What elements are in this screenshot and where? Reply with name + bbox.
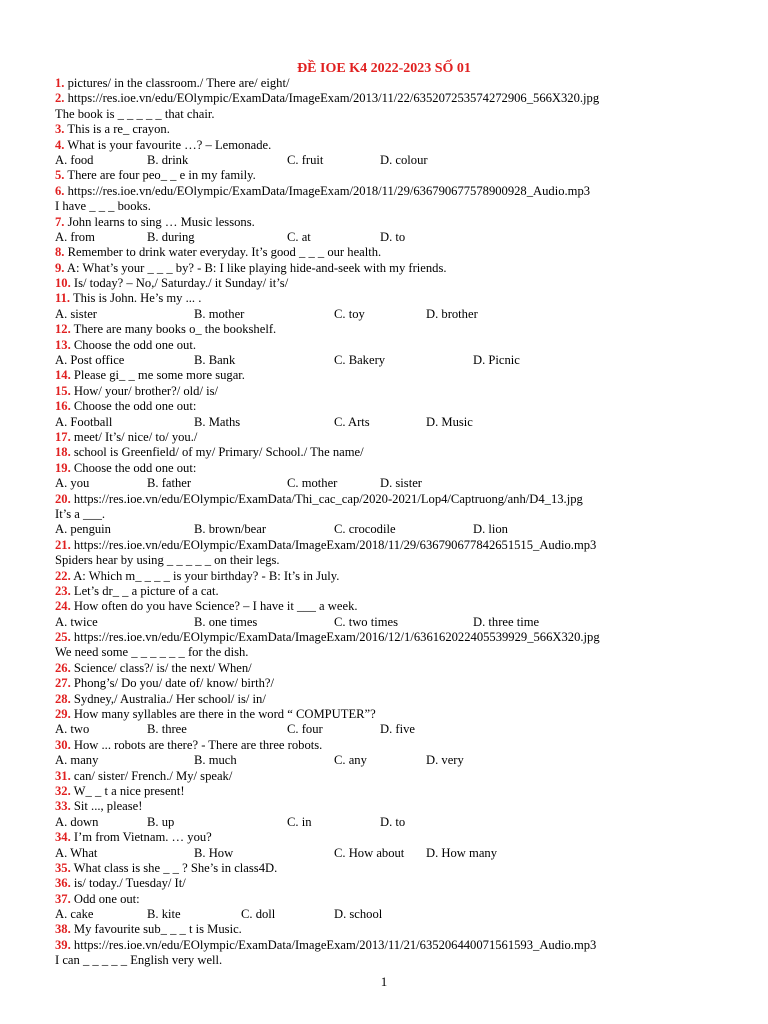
- question-number: 29.: [55, 707, 71, 722]
- question-2: [55, 91, 755, 106]
- answer-option[interactable]: D. How many: [426, 845, 498, 860]
- question-5: [55, 168, 755, 183]
- question-24: [55, 599, 755, 614]
- question-23: [55, 584, 755, 599]
- answer-option[interactable]: D. five: [380, 722, 415, 737]
- question-text: How many syllables are there in the word “ COMPUTER”?: [70, 707, 376, 722]
- answer-option[interactable]: D. lion: [473, 522, 508, 537]
- answer-option[interactable]: C. crocodile: [334, 522, 396, 537]
- answer-option[interactable]: C. Arts: [334, 414, 370, 429]
- question-number: 11.: [55, 291, 71, 306]
- question-text: How ... robots are there? - There are three robots.: [70, 737, 323, 752]
- answer-option[interactable]: C. doll: [241, 907, 276, 922]
- question-text: Phong’s/ Do you/ date of/ know/ birth?/: [70, 676, 274, 691]
- question-35: [55, 861, 755, 876]
- answer-options: [55, 307, 755, 322]
- question-number: 1.: [55, 76, 65, 90]
- question-25: [55, 630, 755, 645]
- answer-option[interactable]: A. down: [55, 814, 99, 829]
- answer-option[interactable]: B. Bank: [194, 353, 236, 368]
- question-text: Choose the odd one out:: [70, 460, 197, 475]
- question-26: [55, 661, 755, 676]
- question-text: Please gi_ _ me some more sugar.: [70, 368, 245, 383]
- question-28: [55, 692, 755, 707]
- question-number: 34.: [55, 830, 71, 845]
- question-number: 27.: [55, 676, 71, 691]
- answer-option[interactable]: C. How about: [334, 845, 405, 860]
- answer-option[interactable]: B. much: [194, 753, 237, 768]
- answer-options: [55, 722, 755, 737]
- question-19: [55, 461, 755, 476]
- answer-option[interactable]: C. any: [334, 753, 367, 768]
- question-text: https://res.ioe.vn/edu/EOlympic/ExamData/ImageExam/2013/11/22/635207253574272906_566X320.jpg: [64, 91, 600, 106]
- question-text: This is a re_ crayon.: [64, 122, 170, 137]
- question-text: Science/ class?/ is/ the next/ When/: [70, 660, 252, 675]
- question-10: [55, 276, 755, 291]
- question-17: [55, 430, 755, 445]
- answer-options: [55, 615, 755, 630]
- answer-option[interactable]: A. sister: [55, 306, 97, 321]
- answer-option[interactable]: A. cake: [55, 907, 94, 922]
- answer-option[interactable]: D. to: [380, 814, 406, 829]
- question-text: meet/ It’s/ nice/ to/ you./: [70, 429, 198, 444]
- question-37: [55, 892, 755, 907]
- question-8: [55, 245, 755, 260]
- question-number: 22.: [55, 568, 71, 583]
- answer-options: [55, 353, 755, 368]
- question-text: https://res.ioe.vn/edu/EOlympic/ExamData/ImageExam/2018/11/29/636790677842651515_Audio.mp3: [70, 537, 597, 552]
- answer-option[interactable]: D. school: [334, 907, 383, 922]
- question-number: 32.: [55, 783, 71, 798]
- answer-options: [55, 753, 755, 768]
- question-number: 12.: [55, 322, 71, 337]
- question-number: 5.: [55, 168, 65, 183]
- question-16: [55, 399, 755, 414]
- question-text: A: Which m_ _ _ _ is your birthday? - B: It’s in July.: [70, 568, 340, 583]
- question-number: 15.: [55, 383, 71, 398]
- answer-option[interactable]: D. very: [426, 753, 464, 768]
- question-number: 38.: [55, 922, 71, 937]
- answer-option[interactable]: B. kite: [147, 907, 181, 922]
- answer-option[interactable]: C. mother: [287, 476, 338, 491]
- question-number: 28.: [55, 691, 71, 706]
- page-number: 1: [380, 974, 388, 989]
- question-27: [55, 676, 755, 691]
- answer-option[interactable]: D. Picnic: [473, 353, 520, 368]
- question-number: 19.: [55, 460, 71, 475]
- answer-option[interactable]: B. father: [147, 476, 192, 491]
- question-text: Remember to drink water everyday. It’s good _ _ _ our health.: [64, 245, 382, 260]
- answer-option[interactable]: D. sister: [380, 476, 422, 491]
- question-prompt: We need some _ _ _ _ _ _ for the dish.: [55, 645, 249, 660]
- question-14: [55, 368, 755, 383]
- question-text: I’m from Vietnam. … you?: [70, 830, 212, 845]
- question-text: What class is she _ _ ? She’s in class4D.: [70, 860, 278, 875]
- question-32: [55, 784, 755, 799]
- question-text: How/ your/ brother?/ old/ is/: [70, 383, 219, 398]
- answer-option[interactable]: A. from: [55, 229, 95, 244]
- question-text: is/ today./ Tuesday/ It/: [70, 876, 186, 891]
- question-number: 6.: [55, 183, 65, 198]
- question-prompt: It’s a ___.: [55, 506, 106, 521]
- answer-option[interactable]: C. in: [287, 814, 312, 829]
- answer-option[interactable]: C. at: [287, 229, 311, 244]
- question-text: pictures/ in the classroom./ There are/ eight/: [64, 76, 290, 90]
- question-text: Sydney,/ Australia./ Her school/ is/ in/: [70, 691, 266, 706]
- question-text: Choose the odd one out:: [70, 399, 197, 414]
- question-text: Choose the odd one out.: [70, 337, 196, 352]
- answer-option[interactable]: B. up: [147, 814, 175, 829]
- question-text: Is/ today? – No,/ Saturday./ it Sunday/ it’s/: [70, 276, 289, 291]
- question-33: [55, 799, 755, 814]
- question-text: https://res.ioe.vn/edu/EOlympic/ExamData/ImageExam/2013/11/21/635206440071561593_Audio.mp3: [70, 937, 597, 952]
- question-18: [55, 445, 755, 460]
- document-title: ĐỀ IOE K4 2022-2023 SỐ 01: [297, 61, 471, 76]
- question-number: 23.: [55, 583, 71, 598]
- answer-option[interactable]: B. during: [147, 229, 195, 244]
- question-number: 13.: [55, 337, 71, 352]
- answer-option[interactable]: C. two times: [334, 614, 399, 629]
- answer-options: [55, 230, 755, 245]
- question-text: There are many books o_ the bookshelf.: [70, 322, 277, 337]
- question-number: 20.: [55, 491, 71, 506]
- answer-option[interactable]: B. mother: [194, 306, 245, 321]
- question-4: [55, 138, 755, 153]
- question-number: 9.: [55, 260, 65, 275]
- answer-option[interactable]: A. many: [55, 753, 99, 768]
- question-13: [55, 338, 755, 353]
- answer-option[interactable]: C. fruit: [287, 152, 324, 167]
- answer-option[interactable]: B. Maths: [194, 414, 241, 429]
- question-20: [55, 492, 755, 507]
- question-30: [55, 738, 755, 753]
- question-text: https://res.ioe.vn/edu/EOlympic/ExamData/ImageExam/2016/12/1/636162022405539929_566X320.jpg: [70, 630, 600, 645]
- answer-options: [55, 476, 755, 491]
- answer-option[interactable]: C. Bakery: [334, 353, 386, 368]
- answer-option[interactable]: A. food: [55, 152, 94, 167]
- question-prompt: I can _ _ _ _ _ English very well.: [55, 953, 223, 968]
- question-34: [55, 830, 755, 845]
- question-31: [55, 769, 755, 784]
- question-11: [55, 291, 755, 306]
- question-number: 14.: [55, 368, 71, 383]
- question-text: How often do you have Science? – I have it ___ a week.: [70, 599, 358, 614]
- question-prompt: The book is _ _ _ _ _ that chair.: [55, 106, 215, 121]
- question-29: [55, 707, 755, 722]
- answer-options: [55, 415, 755, 430]
- question-number: 36.: [55, 876, 71, 891]
- question-number: 21.: [55, 537, 71, 552]
- answer-option[interactable]: D. three time: [473, 614, 540, 629]
- answer-option[interactable]: B. drink: [147, 152, 189, 167]
- answer-option[interactable]: A. Post office: [55, 353, 125, 368]
- question-number: 10.: [55, 276, 71, 291]
- question-number: 24.: [55, 599, 71, 614]
- question-39: [55, 938, 755, 953]
- question-number: 18.: [55, 445, 71, 460]
- question-9: [55, 261, 755, 276]
- answer-options: [55, 815, 755, 830]
- question-21: [55, 538, 755, 553]
- question-number: 35.: [55, 860, 71, 875]
- question-number: 31.: [55, 768, 71, 783]
- question-number: 37.: [55, 891, 71, 906]
- answer-option[interactable]: D. Music: [426, 414, 473, 429]
- question-3: [55, 122, 755, 137]
- question-number: 4.: [55, 137, 65, 152]
- answer-option[interactable]: D. brother: [426, 306, 478, 321]
- question-text: What is your favourite …? – Lemonade.: [64, 137, 272, 152]
- answer-option[interactable]: A. Football: [55, 414, 113, 429]
- answer-option[interactable]: A. What: [55, 845, 98, 860]
- question-text: school is Greenfield/ of my/ Primary/ School./ The name/: [70, 445, 364, 460]
- question-prompt: Spiders hear by using _ _ _ _ _ on their legs.: [55, 553, 280, 568]
- question-text: Odd one out:: [70, 891, 140, 906]
- question-text: https://res.ioe.vn/edu/EOlympic/ExamData/Thi_cac_cap/2020-2021/Lop4/Captruong/anh/D4_13.jpg: [70, 491, 583, 506]
- answer-option[interactable]: B. How: [194, 845, 234, 860]
- question-text: can/ sister/ French./ My/ speak/: [70, 768, 233, 783]
- answer-option[interactable]: A. twice: [55, 614, 98, 629]
- question-text: W_ _ t a nice present!: [70, 783, 185, 798]
- answer-option[interactable]: A. you: [55, 476, 90, 491]
- question-text: There are four peo_ _ e in my family.: [64, 168, 256, 183]
- question-prompt: I have _ _ _ books.: [55, 199, 151, 214]
- question-number: 30.: [55, 737, 71, 752]
- answer-option[interactable]: B. three: [147, 722, 187, 737]
- question-number: 2.: [55, 91, 65, 106]
- question-text: John learns to sing … Music lessons.: [64, 214, 255, 229]
- question-7: [55, 215, 755, 230]
- question-number: 25.: [55, 630, 71, 645]
- answer-option[interactable]: C. four: [287, 722, 323, 737]
- question-15: [55, 384, 755, 399]
- answer-options: [55, 846, 755, 861]
- question-number: 3.: [55, 122, 65, 137]
- question-22: [55, 569, 755, 584]
- question-text: A: What’s your _ _ _ by? - B: I like playing hide-and-seek with my friends.: [64, 260, 447, 275]
- answer-option[interactable]: C. toy: [334, 306, 365, 321]
- question-number: 26.: [55, 660, 71, 675]
- question-number: 8.: [55, 245, 65, 260]
- answer-options: [55, 153, 755, 168]
- question-text: Sit ..., please!: [70, 799, 143, 814]
- question-1: [55, 76, 755, 91]
- question-list: [55, 76, 755, 969]
- answer-options: [55, 522, 755, 537]
- answer-options: [55, 907, 755, 922]
- answer-option[interactable]: A. two: [55, 722, 90, 737]
- question-number: 39.: [55, 937, 71, 952]
- question-number: 33.: [55, 799, 71, 814]
- answer-option[interactable]: A. penguin: [55, 522, 111, 537]
- question-text: https://res.ioe.vn/edu/EOlympic/ExamData/ImageExam/2018/11/29/636790677578900928_Audio.mp3: [64, 183, 591, 198]
- question-text: Let’s dr_ _ a picture of a cat.: [70, 583, 219, 598]
- question-12: [55, 322, 755, 337]
- question-text: This is John. He’s my ... .: [70, 291, 202, 306]
- question-36: [55, 876, 755, 891]
- question-6: [55, 184, 755, 199]
- answer-option[interactable]: D. colour: [380, 152, 428, 167]
- answer-option[interactable]: B. brown/bear: [194, 522, 267, 537]
- question-38: [55, 922, 755, 937]
- answer-option[interactable]: B. one times: [194, 614, 258, 629]
- answer-option[interactable]: D. to: [380, 229, 406, 244]
- question-number: 7.: [55, 214, 65, 229]
- question-number: 17.: [55, 429, 71, 444]
- question-number: 16.: [55, 399, 71, 414]
- question-text: My favourite sub_ _ _ t is Music.: [70, 922, 242, 937]
